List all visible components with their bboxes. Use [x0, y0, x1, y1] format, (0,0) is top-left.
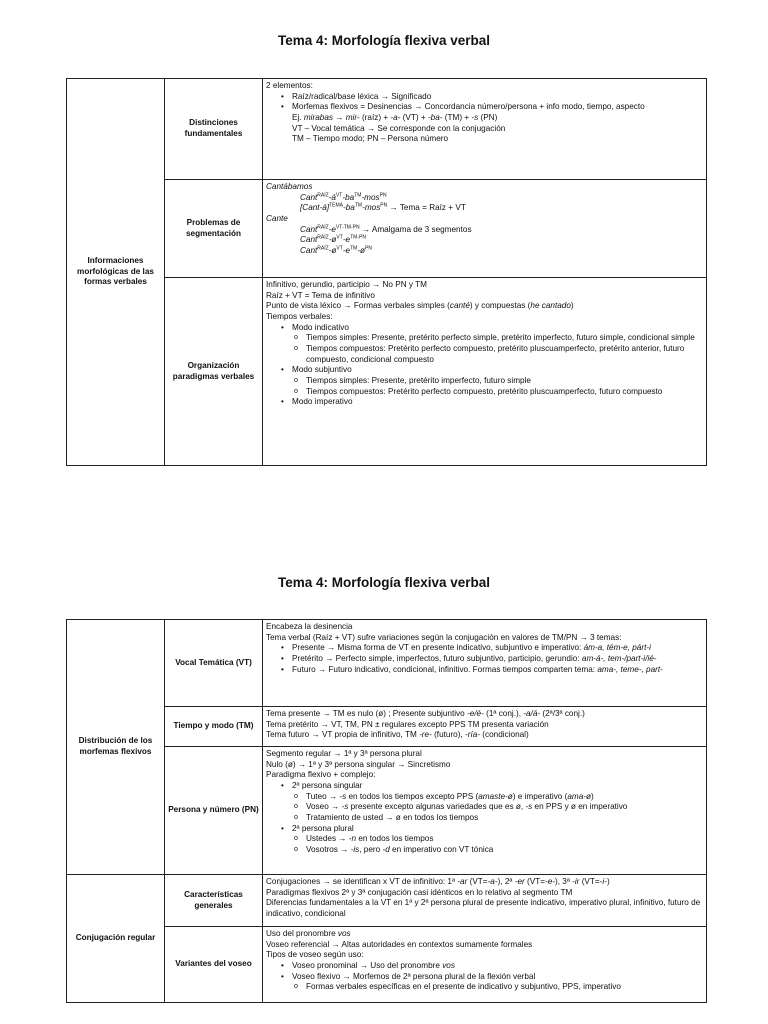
list-item: • Presente → Misma forma de VT en presente indicativo, subjuntivo e imperativo: ám-a, tém-e, párt-i [266, 643, 703, 654]
text-line: Tiempos verbales: [266, 311, 333, 321]
list-item: • 2ª persona singular [266, 781, 703, 792]
text-line: VT – Vocal temática → Se corresponde con la conjugación [292, 123, 506, 133]
list-item: • Pretérito → Perfecto simple, imperfectos, futuro subjuntivo, participio, gerundio: am-á-, tem-/part-i/ié- [266, 654, 703, 665]
row-content [263, 927, 707, 1003]
list-item: o Tuteo → -s en todos los tiempos excepto PPS (amaste-ø) e imperativo (ama-ø) [266, 792, 703, 803]
text-line: Paradigmas flexivos 2ª y 3ª conjugación casi idénticos en lo relativo al segmento TM [266, 887, 573, 897]
text-line: Ej. mirabas → mir- (raíz) + -a- (VT) + -ba- (TM) + -s (PN) [292, 112, 498, 122]
row-label: Tiempo y modo (TM) [165, 707, 263, 747]
list-item: o Tiempos compuestos: Pretérito perfecto compuesto, pretérito pluscuamperfecto, futuro compuesto [266, 387, 703, 398]
list-item: • Futuro → Futuro indicativo, condicional, infinitivo. Formas tiempos comparten tema: ama-, teme-, part- [266, 665, 703, 676]
page-title-1: Tema 4: Morfología flexiva verbal [277, 33, 491, 48]
row-content [263, 747, 707, 875]
list-item: • Morfemas flexivos = Desinencias → Concordancia número/persona + info modo, tiempo, aspecto [266, 102, 703, 113]
text-line: Punto de vista léxico → Formas verbales simples (canté) y compuestas (he cantado) [266, 301, 574, 311]
row-label: Organización paradigmas verbales [165, 278, 263, 466]
row-content [263, 278, 707, 466]
text-line: Diferencias fundamentales a la VT en 1ª y 2ª persona plural de presente indicativo, imperativo plural, infinitivo, futuro de indicativo, condicional [266, 898, 701, 918]
text-line: Tema pretérito → VT, TM, PN ± regulares excepto PPS TM presenta variación [266, 719, 549, 729]
row-content [263, 875, 707, 927]
list-item: o Tratamiento de usted → ø en todos los tiempos [266, 813, 703, 824]
text-line: 2 elementos: [266, 81, 313, 90]
list-item: • Voseo pronominal → Uso del pronombre vos [266, 961, 703, 972]
list-item: • Raíz/radical/base léxica → Significado [266, 92, 703, 103]
text-line: Segmento regular → 1ª y 3ª persona plural [266, 749, 422, 758]
table-row [67, 620, 707, 707]
list-item: o Tiempos simples: Presente, pretérito perfecto simple, pretérito imperfecto, futuro simple, condicional simple [266, 333, 703, 344]
summary-table-1 [66, 78, 707, 466]
text-line: Cantábamos [266, 182, 313, 191]
summary-table-2 [66, 619, 707, 1003]
text-line: Tipos de voseo según uso: [266, 950, 364, 960]
text-line: $Cant^{RAÍZ}-e^{VT-TM-PN}$ → Amalgama de 3 segmentos [300, 223, 472, 234]
text-line: Encabeza la desinencia [266, 622, 353, 631]
text-line: $Cant^{RAÍZ}-ø^{VT}-e™-ø^{PN}$ [300, 245, 373, 255]
row-label: Vocal Temática (VT) [165, 620, 263, 707]
text-line: Tema presente → TM es nulo (ø) ; Presente subjuntivo -e/é- (1ª conj.), -a/á- (2ª/3ª conj.) [266, 709, 585, 718]
row-label: Problemas de segmentación [165, 180, 263, 278]
text-line: Voseo referencial → Altas autoridades en contextos sumamente formales [266, 939, 533, 949]
list-item: o Formas verbales específicas en el presente de indicativo y subjuntivo, PPS, imperativo [266, 982, 703, 993]
list-item: o Vosotros → -is, pero -d en imperativo con VT tónica [266, 845, 703, 856]
category-cell: Conjugación regular [67, 875, 165, 1003]
page-title-2: Tema 4: Morfología flexiva verbal [277, 575, 491, 590]
text-line: $Cant^{RAÍZ}-á^{VT}-ba™-mos^{PN}$ [300, 191, 387, 202]
text-line: [Cant-á]$^{TEMA}$-ba™-mos$^{PN}$ → Tema = Raíz + VT [300, 202, 466, 213]
text-line: Cante [266, 213, 288, 223]
text-line: $Cant^{RAÍZ}-ø^{VT}-e^{TM-PN}$ [300, 234, 366, 245]
row-label: Distinciones fundamentales [165, 79, 263, 180]
row-label: Características generales [165, 875, 263, 927]
row-content [263, 620, 707, 707]
row-content [263, 707, 707, 747]
row-label: Variantes del voseo [165, 927, 263, 1003]
text-line: Conjugaciones → se identifican x VT de infinitivo: 1ª -ar (VT=-a-), 2ª -er (VT=-e-), 3ª -ir (VT=-i-) [266, 877, 610, 886]
row-content [263, 180, 707, 278]
table-row [67, 79, 707, 180]
list-item: o Tiempos compuestos: Pretérito perfecto compuesto, pretérito pluscuamperfecto, pretérito anterior, futuro compuesto, condicional compuesto [266, 344, 703, 365]
list-item: • 2ª persona plural [266, 824, 703, 835]
list-item: • Modo indicativo [266, 323, 703, 334]
list-item: • Voseo flexivo → Morfemos de 2ª persona plural de la flexión verbal [266, 972, 703, 983]
text-line: Infinitivo, gerundio, participio → No PN y TM [266, 280, 427, 289]
text-line: Tema verbal (Raíz + VT) sufre variaciones según la conjugación en valores de TM/PN → 3 temas: [266, 632, 622, 642]
text-line: TM – Tiempo modo; PN – Persona número [292, 134, 449, 144]
text-line: Paradigma flexivo + complejo: [266, 770, 376, 780]
category-cell: Informaciones morfológicas de las formas verbales [67, 79, 165, 466]
text-line: Tema futuro → VT propia de infinitivo, TM -re- (futuro), -ría- (condicional) [266, 730, 529, 740]
list-item: o Tiempos simples: Presente, pretérito imperfecto, futuro simple [266, 376, 703, 387]
text-line: Raíz + VT = Tema de infinitivo [266, 290, 375, 300]
text-line: Nulo (ø) → 1ª y 3ª persona singular → Sincretismo [266, 759, 451, 769]
category-cell: Distribución de los morfemas flexivos [67, 620, 165, 875]
text-line: Uso del pronombre vos [266, 929, 351, 938]
row-label: Persona y número (PN) [165, 747, 263, 875]
row-content [263, 79, 707, 180]
list-item: • Modo imperativo [266, 397, 703, 408]
list-item: • Modo subjuntivo [266, 365, 703, 376]
list-item: o Ustedes → -n en todos los tiempos [266, 834, 703, 845]
table-row [67, 875, 707, 927]
list-item: o Voseo → -s presente excepto algunas variedades que es ø, -s en PPS y ø en imperativo [266, 802, 703, 813]
